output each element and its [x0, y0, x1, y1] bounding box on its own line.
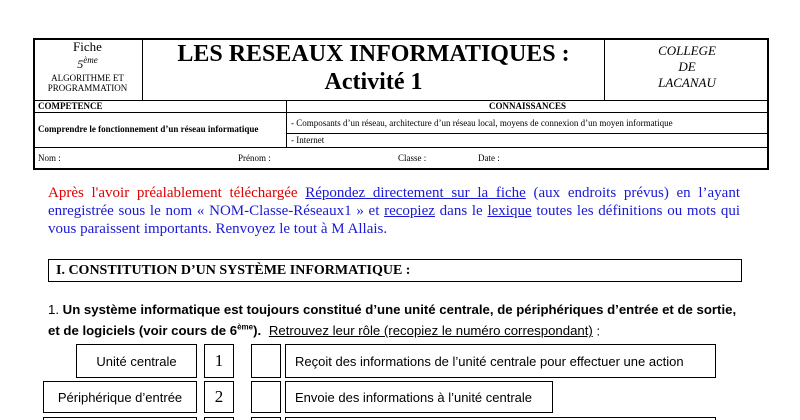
fiche-cell [33, 38, 143, 100]
classe-field[interactable]: Classe : [398, 153, 427, 163]
term-box [76, 344, 197, 378]
question-instruction: Retrouvez leur rôle (recopiez le numéro correspondant) [268, 323, 593, 339]
school-line1: COLLEGE [658, 43, 716, 58]
competence-text: Comprendre le fonctionnement d’un réseau informatique [38, 124, 259, 134]
intro-link-recopiez[interactable]: recopiez [384, 203, 435, 219]
term-box [43, 381, 197, 413]
term-label: Périphérique d’entrée [57, 389, 183, 405]
intro-text: (aux endroits prévus) en l’ayant enregistrée sous le nom « NOM-Classe-Réseaux1 » et [48, 185, 740, 219]
connaissances-item: - Composants d’un réseau, architecture d’un réseau local, moyens de connexion d’un moyen informatique [291, 118, 673, 128]
competence-heading: COMPETENCE [38, 101, 103, 111]
role-box [285, 344, 716, 378]
question-number: 1. [48, 302, 59, 317]
term-number-box [204, 344, 234, 378]
divider [286, 133, 769, 134]
answer-box[interactable] [251, 344, 281, 378]
intro-paragraph [48, 184, 740, 238]
question-1 [48, 301, 748, 340]
intro-text: toutes les définitions ou mots qui vous paraissent importants. Renvoyez le tout à M Allais. [48, 203, 740, 237]
term-number: 2 [214, 387, 224, 406]
divider [33, 112, 769, 113]
prenom-field[interactable]: Prénom : [238, 153, 271, 163]
connaissances-item: - Internet [291, 135, 325, 145]
grade-number: 5 [77, 57, 84, 71]
intro-red-text: Après l'avoir préalablement téléchargée [48, 185, 298, 201]
school-line2: DE [678, 59, 696, 74]
intro-text: dans le [439, 203, 483, 219]
answer-box[interactable] [251, 381, 281, 413]
question-text: Un système informatique est toujours constitué d’une unité centrale, de périphériques d’entrée et de sortie, et de logiciels (voir cours de 6ème). [48, 302, 737, 339]
intro-link-answer[interactable]: Répondez directement sur la fiche [305, 185, 526, 201]
term-label: Unité centrale [96, 353, 177, 369]
intro-link-lexique[interactable]: lexique [487, 203, 532, 219]
role-text: Envoie des informations à l’unité centrale [295, 389, 533, 405]
section-title: I. CONSTITUTION D’UN SYSTÈME INFORMATIQUE : [56, 262, 411, 278]
role-box [285, 381, 553, 413]
fiche-label: Fiche [73, 39, 102, 54]
term-number-box [204, 381, 234, 413]
question-instruction-end: : [596, 323, 601, 339]
term-number: 1 [214, 351, 224, 370]
school-cell [605, 38, 769, 100]
section-title-box [48, 259, 742, 282]
grade-label [33, 54, 142, 71]
grade-suffix: ème [83, 55, 98, 65]
divider [33, 147, 769, 148]
connaissances-heading: CONNAISSANCES [488, 101, 567, 111]
page-title: LES RESEAUX INFORMATIQUES : [177, 41, 570, 67]
nom-field[interactable]: Nom : [38, 153, 61, 163]
school-line3: LACANAU [658, 75, 716, 90]
date-field[interactable]: Date : [478, 153, 500, 163]
role-text: Reçoit des informations de l’unité centrale pour effectuer une action [295, 353, 684, 369]
subject-line2: PROGRAMMATION [47, 83, 128, 93]
title-cell [143, 38, 605, 100]
subject-line1: ALGORITHME ET [51, 73, 124, 83]
page-subtitle: Activité 1 [324, 69, 423, 95]
